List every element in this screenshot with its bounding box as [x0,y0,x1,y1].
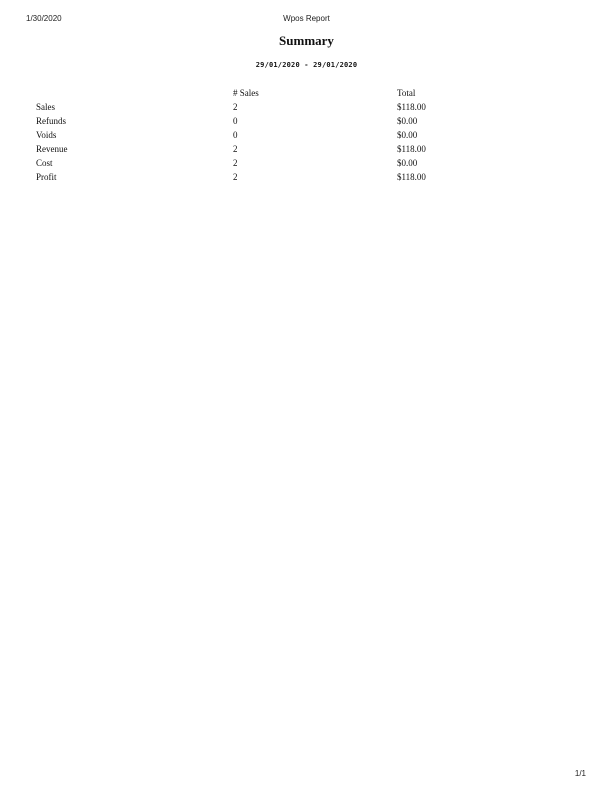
row-label: Cost [36,158,53,168]
table-row [34,170,594,184]
report-date-range: 29/01/2020 - 29/01/2020 [255,61,358,69]
row-count: 2 [233,172,238,182]
print-date: 1/30/2020 [26,14,62,23]
column-header-sales: # Sales [233,88,259,98]
table-row [34,142,594,156]
table-header-row [34,86,594,100]
summary-table [34,86,594,184]
report-title: Summary [279,33,334,48]
row-total: $118.00 [397,172,426,182]
row-label: Refunds [36,116,66,126]
table-row [34,100,594,114]
table-row [34,156,594,170]
column-header-total: Total [397,88,416,98]
row-count: 2 [233,144,238,154]
row-total: $0.00 [397,116,418,126]
column-header-label [34,86,233,100]
row-total: $118.00 [397,144,426,154]
row-count: 2 [233,158,238,168]
table-row [34,114,594,128]
row-label: Profit [36,172,57,182]
row-count: 0 [233,130,238,140]
row-label: Sales [36,102,55,112]
row-total: $118.00 [397,102,426,112]
print-header-title: Wpos Report [283,14,330,23]
row-count: 0 [233,116,238,126]
row-total: $0.00 [397,130,418,140]
table-row [34,128,594,142]
row-label: Voids [36,130,57,140]
row-count: 2 [233,102,238,112]
row-total: $0.00 [397,158,418,168]
page-number: 1/1 [574,769,586,778]
row-label: Revenue [36,144,68,154]
